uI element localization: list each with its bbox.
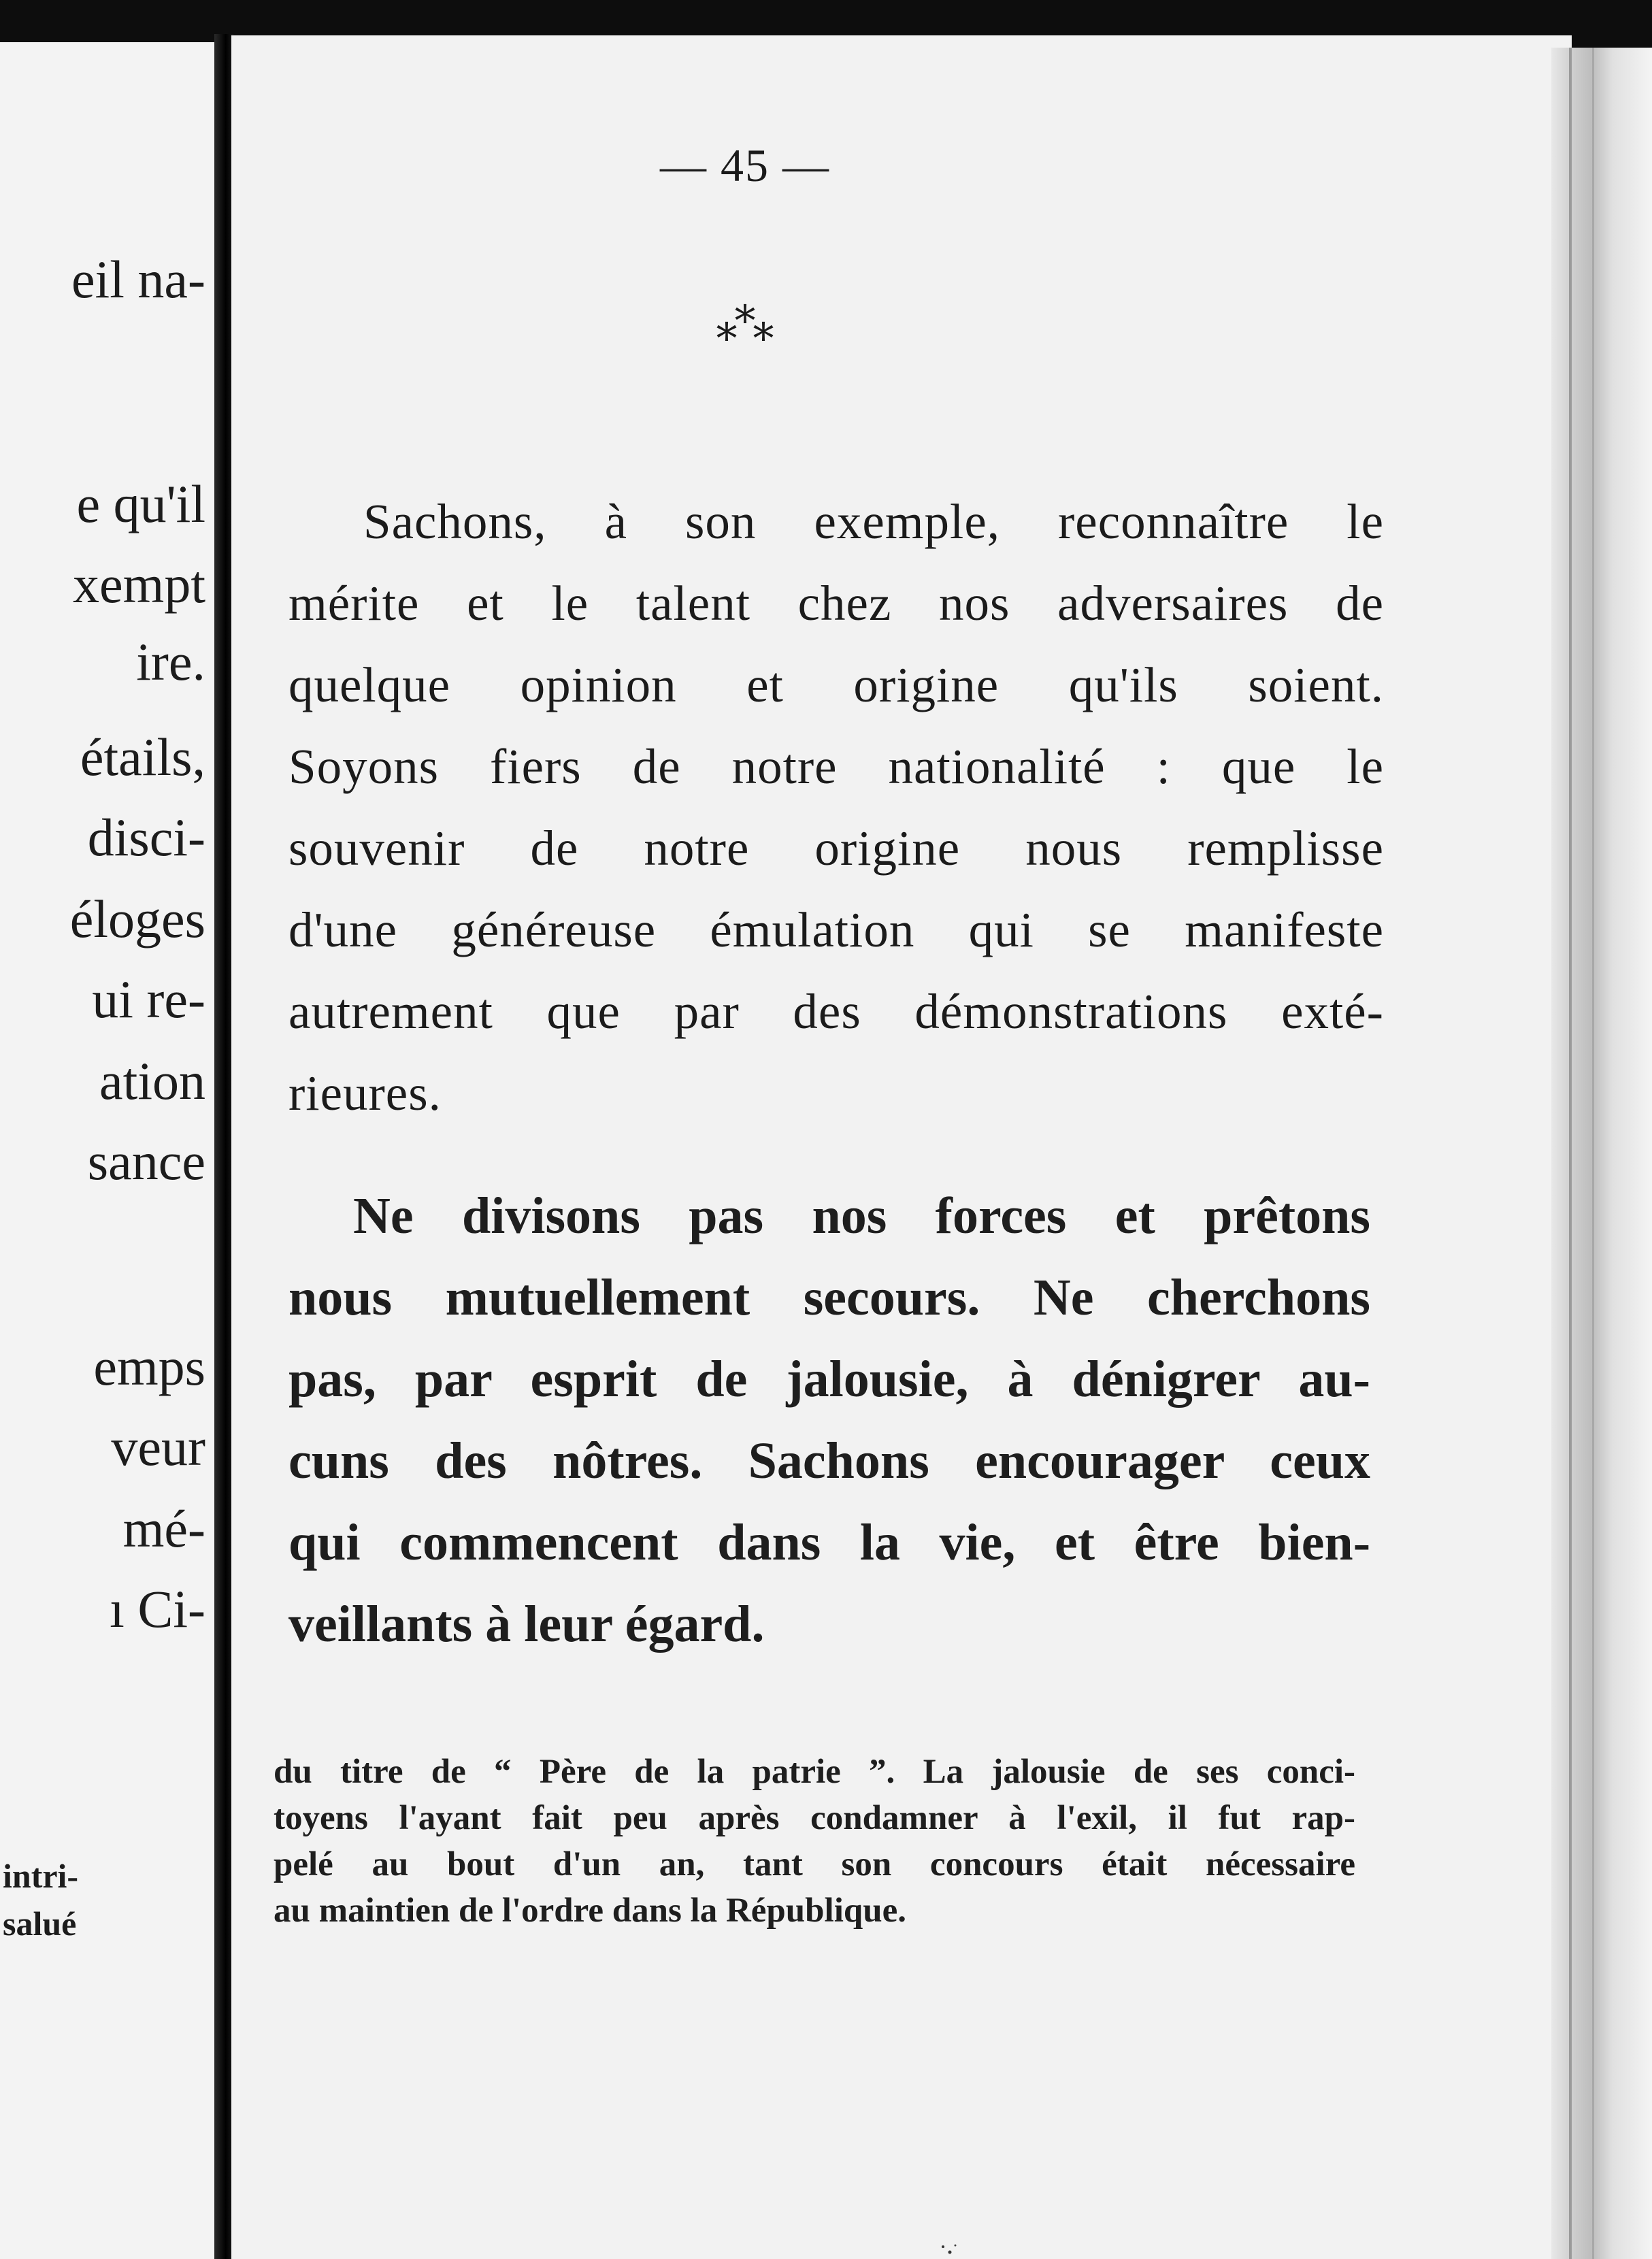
text-line: mérite et le talent chez nos adversaires de [288, 576, 1384, 631]
paragraph-ne-divisons [288, 1175, 1370, 1665]
page-45 [231, 35, 1572, 2259]
footnote-line: au maintien de l'ordre dans la République. [274, 1892, 906, 1930]
text-line: veillants à leur égard. [288, 1596, 765, 1653]
left-fragment-line: mé- [122, 1499, 205, 1558]
left-fragment-line: intri- [3, 1857, 79, 1895]
text-line: quelque opinion et origine qu'ils soient. [288, 657, 1384, 712]
left-fragment-line: eil na- [71, 250, 205, 309]
footnote-line: pelé au bout d'un an, tant son concours était nécessaire [274, 1845, 1355, 1883]
text-line: Soyons fiers de notre nationalité : que le [288, 739, 1384, 794]
footnote [274, 1749, 1355, 1934]
left-fragment-line: emps [93, 1337, 205, 1396]
left-fragment-line: e qu'il [76, 474, 205, 533]
page-number: — 45 — [660, 139, 830, 191]
text-line: autrement que par des démonstrations exté- [288, 984, 1384, 1039]
text-line: pas, par esprit de jalousie, à dénigrer au- [288, 1351, 1370, 1408]
text-line: Ne divisons pas nos forces et prêtons [353, 1187, 1370, 1244]
left-fragment-line: éloges [69, 889, 205, 949]
footnote-line: toyens l'ayant fait peu après condamner à l'exil, il fut rap- [274, 1799, 1355, 1837]
left-fragment-line: ui re- [92, 970, 205, 1029]
text-line: rieures. [288, 1066, 442, 1121]
paragraph-sachons [288, 481, 1384, 1134]
text-line: Sachons, à son exemple, reconnaître le [363, 494, 1384, 549]
left-fragment-line: ı Ci- [110, 1579, 205, 1638]
asterism-divider [231, 296, 1259, 363]
text-line: d'une généreuse émulation qui se manifeste [288, 902, 1384, 957]
previous-page-fragment [0, 42, 219, 2259]
text-line: nous mutuellement secours. Ne cherchons [288, 1269, 1370, 1326]
paper-speck [939, 2240, 959, 2259]
book-gutter [214, 34, 233, 2259]
left-fragment-line: disci- [87, 808, 205, 867]
text-line: qui commencent dans la vie, et être bien- [288, 1514, 1370, 1571]
left-fragment-line: ire. [136, 632, 205, 691]
asterisk-glyph: * [716, 314, 738, 363]
footnote-line: du titre de “ Père de la patrie ”. La jalousie de ses conci- [274, 1753, 1355, 1791]
text-line: cuns des nôtres. Sachons encourager ceux [288, 1432, 1370, 1489]
left-fragment-line: ation [99, 1051, 205, 1110]
page-edge-stack [1551, 48, 1652, 2259]
left-fragment-line: xempt [73, 555, 205, 614]
left-fragment-line: veur [111, 1417, 205, 1477]
left-fragment-line: salué [3, 1905, 77, 1943]
left-fragment-line: sance [87, 1132, 205, 1191]
asterisk-glyph: * [753, 314, 774, 363]
asterisk-glyph: * [734, 296, 756, 346]
left-fragment-line: étails, [80, 727, 205, 787]
text-line: souvenir de notre origine nous remplisse [288, 821, 1384, 876]
